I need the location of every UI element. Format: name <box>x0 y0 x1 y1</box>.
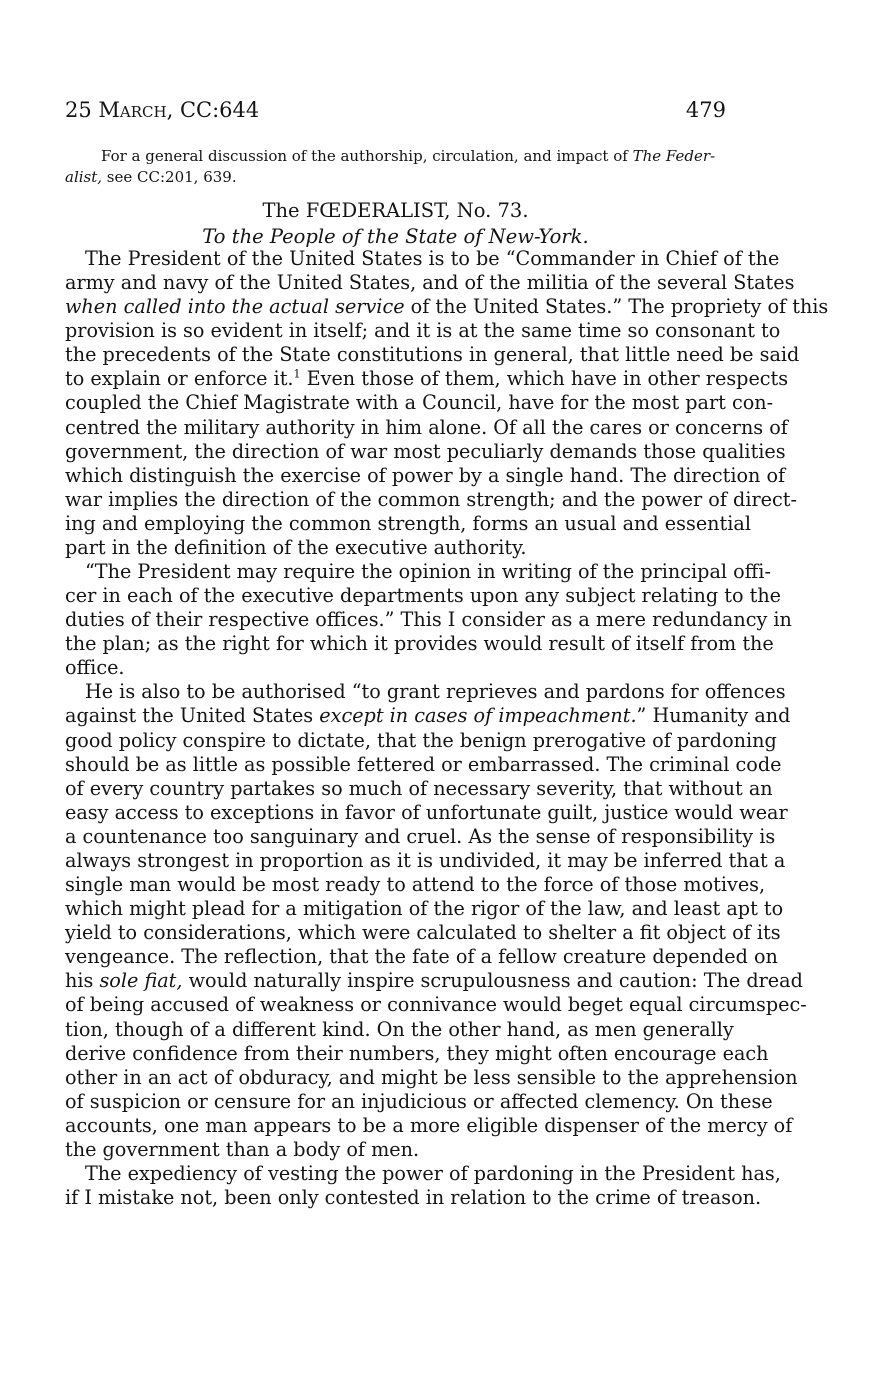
body-line: part in the definition of the executive authority. <box>65 535 527 559</box>
body-line: against the United States except in cases of impeachment.” Humanity and <box>65 704 791 728</box>
body-line: government, the direction of war most peculiarly demands those qualities <box>65 439 786 463</box>
body-line: vengeance. The reflection, that the fate of a fellow creature depended on <box>65 945 778 969</box>
body-line: the government than a body of men. <box>65 1137 420 1161</box>
body-line: yield to considerations, which were calculated to shelter a fit object of its <box>65 921 781 945</box>
running-head <box>65 95 726 125</box>
body-line: should be as little as possible fettered or embarrassed. The criminal code <box>65 752 782 776</box>
body-line: easy access to exceptions in favor of unfortunate guilt, justice would wear <box>65 800 788 824</box>
body-line: of suspicion or censure for an injudicious or affected clemency. On these <box>65 1089 773 1113</box>
essay-title: The FŒDERALIST, No. 73. <box>262 199 529 222</box>
body-line: coupled the Chief Magistrate with a Council, have for the most part con- <box>65 391 774 415</box>
body-line: provision is so evident in itself; and it is at the same time so consonant to <box>65 319 781 343</box>
note-line-2: alist, see CC:201, 639. <box>65 168 237 186</box>
body-line: war implies the direction of the common strength; and the power of direct- <box>65 487 797 511</box>
body-line: to explain or enforce it.$^1$ Even those of them, which have in other respects <box>65 367 789 391</box>
running-head-left: 25 March, CC:644 <box>65 98 260 122</box>
note-line-1: For a general discussion of the authorship, circulation, and impact of The Feder- <box>101 147 716 165</box>
body-line: tion, though of a different kind. On the other hand, as men generally <box>65 1017 734 1041</box>
body-line: single man would be most ready to attend to the force of those motives, <box>65 873 766 897</box>
body-line: The President of the United States is to be “Commander in Chief of the <box>85 247 780 270</box>
essay-salutation: To the People of the State of New-York. <box>202 225 589 248</box>
running-head-ref: CC:644 <box>179 98 260 122</box>
body-line: He is also to be authorised “to grant reprieves and pardons for offences <box>85 680 786 704</box>
body-line: the precedents of the State constitutions in general, that little need be said <box>65 343 800 367</box>
body-line: other in an act of obduracy, and might be less sensible to the apprehension <box>65 1065 798 1089</box>
body-line: ing and employing the common strength, forms an usual and essential <box>65 511 751 535</box>
body-line: which distinguish the exercise of power by a single hand. The direction of <box>65 463 786 487</box>
body-line: when called into the actual service of the United States.” The propriety of this <box>65 295 829 319</box>
editorial-note <box>65 146 726 188</box>
body-line: the plan; as the right for which it provides would result of itself from the <box>65 632 774 656</box>
essay-body <box>65 247 829 1210</box>
body-line: The expediency of vesting the power of pardoning in the President has, <box>85 1161 781 1185</box>
body-line: derive confidence from their numbers, they might often encourage each <box>65 1041 769 1065</box>
body-line: “The President may require the opinion in writing of the principal offi- <box>85 560 771 584</box>
body-line: a countenance too sanguinary and cruel. As the sense of responsibility is <box>65 824 776 848</box>
running-head-month: March <box>98 98 167 122</box>
body-line: which might plead for a mitigation of the rigor of the law, and least apt to <box>65 897 784 921</box>
body-line: always strongest in proportion as it is undivided, it may be inferred that a <box>65 848 786 872</box>
body-line: centred the military authority in him alone. Of all the cares or concerns of <box>65 415 788 439</box>
running-head-day: 25 <box>65 98 92 122</box>
page-number: 479 <box>685 98 726 122</box>
footnote-marker: 1 <box>293 368 301 381</box>
body-line: duties of their respective offices.” This I consider as a mere redundancy in <box>65 608 792 632</box>
body-line: accounts, one man appears to be a more eligible dispenser of the mercy of <box>65 1113 793 1137</box>
body-line: his sole fiat, would naturally inspire scrupulousness and caution: The dread <box>65 969 803 993</box>
body-line: good policy conspire to dictate, that the benign prerogative of pardoning <box>65 728 777 752</box>
body-line: of every country partakes so much of necessary severity, that without an <box>65 776 773 800</box>
body-line: army and navy of the United States, and of the militia of the several States <box>65 271 795 295</box>
body-line: if I mistake not, been only contested in relation to the crime of treason. <box>65 1186 762 1210</box>
body-line: of being accused of weakness or connivance would beget equal circumspec- <box>65 993 807 1017</box>
body-line: office. <box>65 656 125 680</box>
body-line: cer in each of the executive departments upon any subject relating to the <box>65 584 782 608</box>
